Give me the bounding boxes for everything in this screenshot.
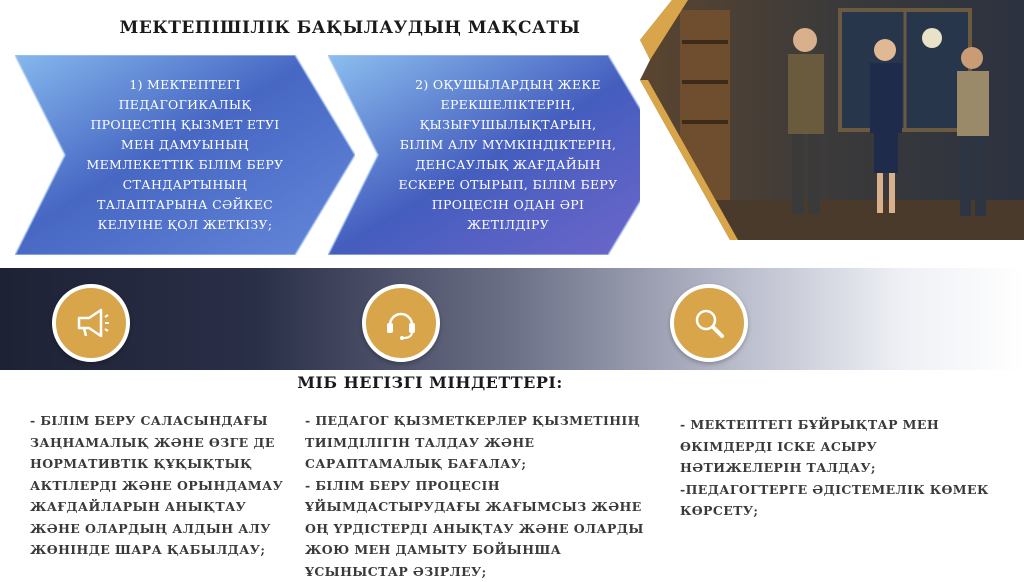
task-item: - БІЛІМ БЕРУ САЛАСЫНДАҒЫ ЗАҢНАМАЛЫҚ ЖӘНЕ ӨЗГЕ ДЕ НОРМАТИВТІК ҚҰҚЫҚТЫҚ АКТІЛЕРДІ ЖӘНЕ ОРЫНДАМАУ ЖАҒДАЙЛАРЫН АНЫҚТАУ ЖӘНЕ ОЛАРДЫҢ АЛДЫН АЛУ ЖӨНІНДЕ ШАРА ҚАБЫЛДАУ; — [30, 410, 300, 561]
icon-band — [0, 268, 1024, 370]
task-column-2 — [305, 410, 650, 582]
goal-chevron-2 — [328, 55, 668, 255]
page-title: МЕКТЕПІШІЛІК БАҚЫЛАУДЫҢ МАҚСАТЫ — [70, 18, 630, 38]
megaphone-icon — [52, 284, 130, 362]
goal-text-2: 2) ОҚУШЫЛАРДЫҢ ЖЕКЕ ЕРЕКШЕЛІКТЕРІН, ҚЫЗЫҒУШЫЛЫҚТАРЫН, БІЛІМ АЛУ МҮМКІНДІКТЕРІН, ДЕНСАУЛЫҚ ЖАҒДАЙЫН ЕСКЕРЕ ОТЫРЫП, БІЛІМ БЕРУ ПРОЦЕСІН ОДАН ӘРІ ЖЕТІЛДІРУ — [398, 55, 618, 255]
task-item: - МЕКТЕПТЕГІ БҰЙРЫҚТАР МЕН ӨКІМДЕРДІ ІСКЕ АСЫРУ НӘТИЖЕЛЕРІН ТАЛДАУ; — [680, 414, 1000, 479]
magnifier-icon — [670, 284, 748, 362]
task-item: - ПЕДАГОГ ҚЫЗМЕТКЕРЛЕР ҚЫЗМЕТІНІҢ ТИІМДІЛІГІН ТАЛДАУ ЖӘНЕ САРАПТАМАЛЫҚ БАҒАЛАУ; — [305, 410, 650, 475]
classroom-illustration — [640, 0, 1024, 240]
headset-icon — [362, 284, 440, 362]
task-item: - БІЛІМ БЕРУ ПРОЦЕСІН ҰЙЫМДАСТЫРУДАҒЫ ЖАҒЫМСЫЗ ЖӘНЕ ОҢ ҮРДІСТЕРДІ АНЫҚТАУ ЖӘНЕ ОЛАРДЫ ЖОЮ МЕН ДАМЫТУ БОЙЫНША ҰСЫНЫСТАР ӘЗІРЛЕУ; — [305, 475, 650, 582]
classroom-photo — [640, 0, 1024, 240]
tasks-heading: МІБ НЕГІЗГІ МІНДЕТТЕРІ: — [240, 373, 620, 392]
task-column-3 — [680, 414, 1000, 522]
goal-text-1: 1) МЕКТЕПТЕГІ ПЕДАГОГИКАЛЫҚ ПРОЦЕСТІҢ ҚЫЗМЕТ ЕТУІ МЕН ДАМУЫНЫҢ МЕМЛЕКЕТТІК БІЛІМ БЕРУ СТАНДАРТЫНЫҢ ТАЛАПТАРЫНА СӘЙКЕС КЕЛУІНЕ ҚОЛ ЖЕТКІЗУ; — [75, 55, 295, 255]
goal-chevron-1 — [15, 55, 355, 255]
task-column-1 — [30, 410, 300, 561]
task-item: -ПЕДАГОГТЕРГЕ ӘДІСТЕМЕЛІК КӨМЕК КӨРСЕТУ; — [680, 479, 1000, 522]
